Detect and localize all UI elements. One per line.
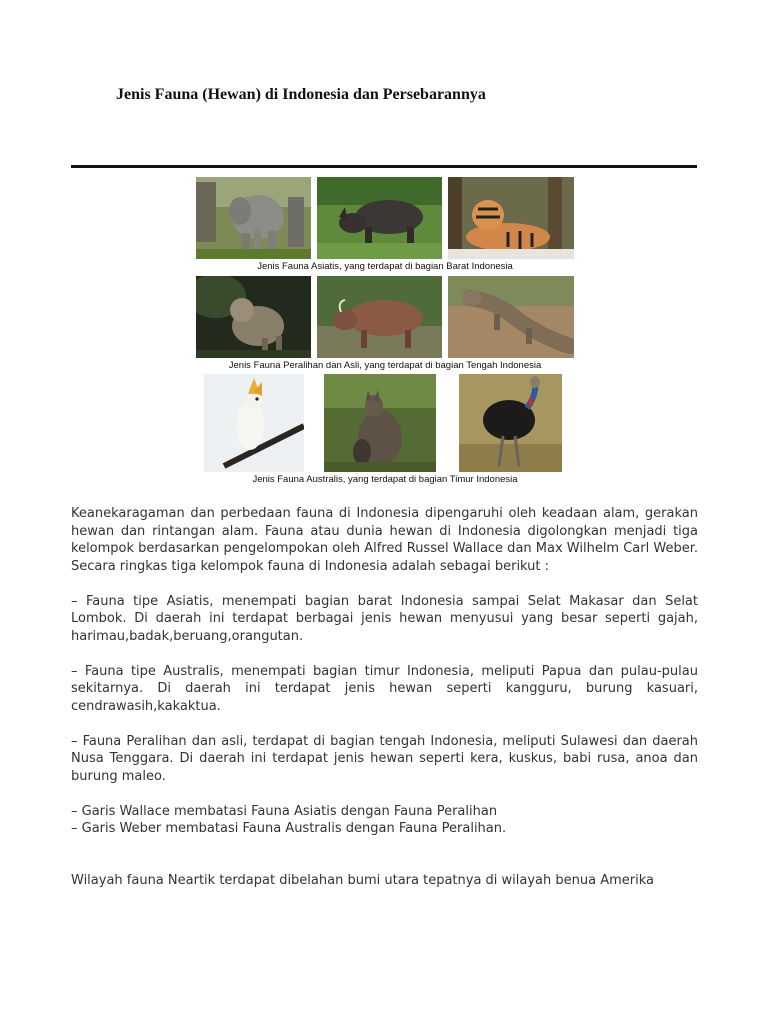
photo-elephant (196, 177, 311, 259)
paragraph-peralihan: – Fauna Peralihan dan asli, terdapat di bagian tengah Indonesia, meliputi Sulawesi dan daerah Nusa Tenggara. Di daerah ini terdapat jenis hewan seperti kera, kuskus, babi rusa, anoa dan burung maleo. (71, 733, 698, 784)
paragraph-garis-weber: – Garis Weber membatasi Fauna Australis dengan Fauna Peralihan. (71, 821, 507, 836)
title-divider (71, 165, 697, 168)
caption-peralihan: Jenis Fauna Peralihan dan Asli, yang terdapat di bagian Tengah Indonesia (228, 360, 542, 371)
photo-rhinoceros (317, 177, 442, 259)
photo-babirusa (317, 276, 442, 358)
article-body (71, 505, 698, 889)
photo-wallaby (324, 374, 436, 472)
paragraph-spacer (71, 838, 698, 872)
paragraph-australis: – Fauna tipe Australis, menempati bagian timur Indonesia, meliputi Papua dan pulau-pulau sekitarnya. Di daerah ini terdapat jenis hewan seperti kangguru, burung kasuari, cendrawasih,kakaktua. (71, 663, 698, 714)
document-title: Jenis Fauna (Hewan) di Indonesia dan Persebarannya (116, 86, 486, 103)
caption-asiatis: Jenis Fauna Asiatis, yang terdapat di bagian Barat Indonesia (257, 261, 513, 272)
paragraph-neartik: Wilayah fauna Neartik terdapat dibelahan bumi utara tepatnya di wilayah benua Amerika (71, 872, 655, 888)
paragraph-asiatis: – Fauna tipe Asiatis, menempati bagian barat Indonesia sampai Selat Makasar dan Selat Lombok. Di daerah ini terdapat berbagai jenis hewan menyusui yang besar seperti gajah, harimau,badak,beruang,orangutan. (71, 593, 698, 644)
paragraph-garis-wallace: – Garis Wallace membatasi Fauna Asiatis dengan Fauna Peralihan (71, 803, 498, 819)
photo-tiger (448, 177, 574, 259)
photo-anoa (196, 276, 311, 358)
photo-komodo-dragon (448, 276, 574, 358)
caption-australis: Jenis Fauna Australis, yang terdapat di bagian Timur Indonesia (252, 474, 518, 485)
photo-cockatoo (204, 374, 304, 472)
photo-cassowary (459, 374, 562, 472)
fauna-figure (194, 174, 576, 492)
paragraph-intro: Keanekaragaman dan perbedaan fauna di Indonesia dipengaruhi oleh keadaan alam, gerakan hewan dan rintangan alam. Fauna atau dunia hewan di Indonesia digolongkan menjadi tiga kelompok berdasarkan pengelompokan oleh Alfred Russel Wallace dan Max Wilhelm Carl Weber. Secara ringkas tiga kelompok fauna di Indonesia adalah sebagai berikut : (71, 506, 698, 574)
